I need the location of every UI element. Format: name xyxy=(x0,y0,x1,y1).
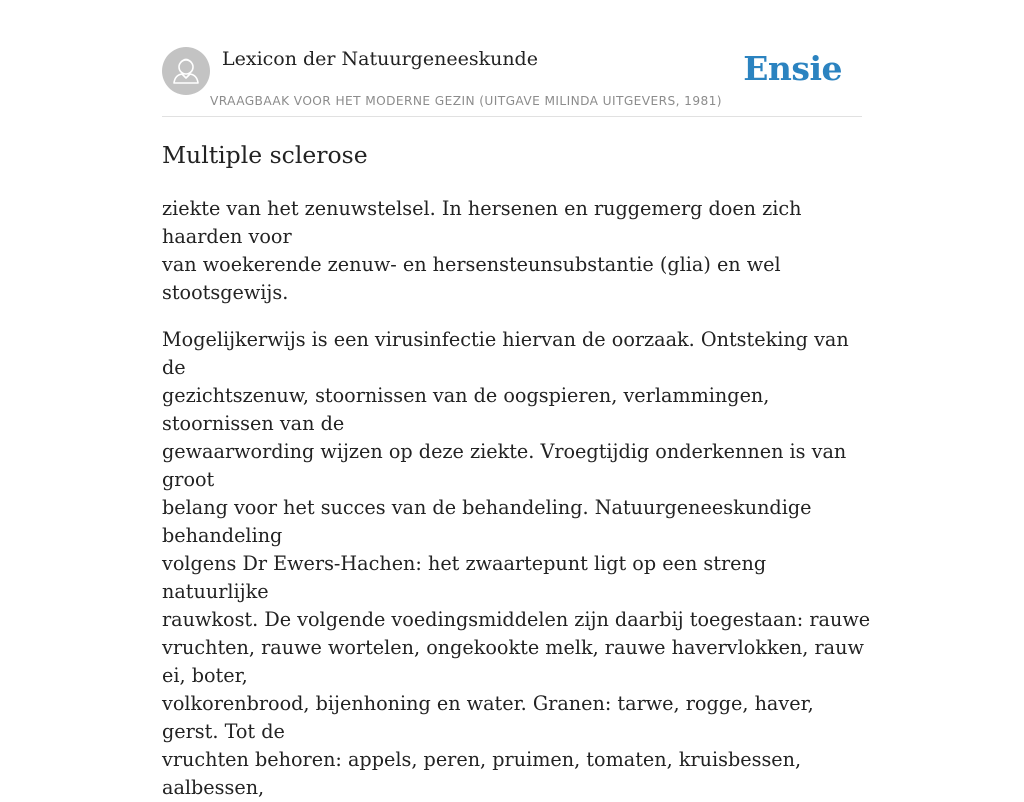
source-title[interactable]: Lexicon der Natuurgeneeskunde xyxy=(222,48,538,70)
source-avatar[interactable] xyxy=(162,47,210,95)
article-title: Multiple sclerose xyxy=(162,141,368,169)
article xyxy=(162,139,872,802)
source-subtitle: VRAAGBAAK VOOR HET MODERNE GEZIN (UITGAVE MILINDA UITGEVERS, 1981) xyxy=(210,94,722,108)
source-header xyxy=(162,44,862,117)
article-paragraph: ziekte van het zenuwstelsel. In hersenen en ruggemerg doen zich haarden voor van woekerende zenuw- en hersensteunsubstantie (glia) en wel stootsgewijs. xyxy=(162,197,802,304)
user-avatar-icon xyxy=(162,47,210,95)
article-paragraph: Mogelijkerwijs is een virusinfectie hiervan de oorzaak. Ontsteking van de gezichtszenuw, stoornissen van de oogspieren, verlammingen, stoornissen van de gewaarwording wijzen op deze ziekte. Vroegtijdig onderkennen is van groot belang voor het succes van de behandeling. Natuurgeneeskundige behandeling volgens Dr Ewers-Hachen: het zwaartepunt ligt op een streng natuurlijke rauwkost. De volgende voedingsmiddelen zijn daarbij toegestaan: rauwe vruchten, rauwe wortelen, ongekookte melk, rauwe havervlokken, rauw ei, boter, volkorenbrood, bijenhoning en water. Granen: tarwe, rogge, haver, gerst. Tot de vruchten behoren: appels, peren, pruimen, tomaten, kruisbessen, aalbessen, xyxy=(162,328,871,799)
ensie-logo[interactable]: Ensie xyxy=(743,49,842,88)
